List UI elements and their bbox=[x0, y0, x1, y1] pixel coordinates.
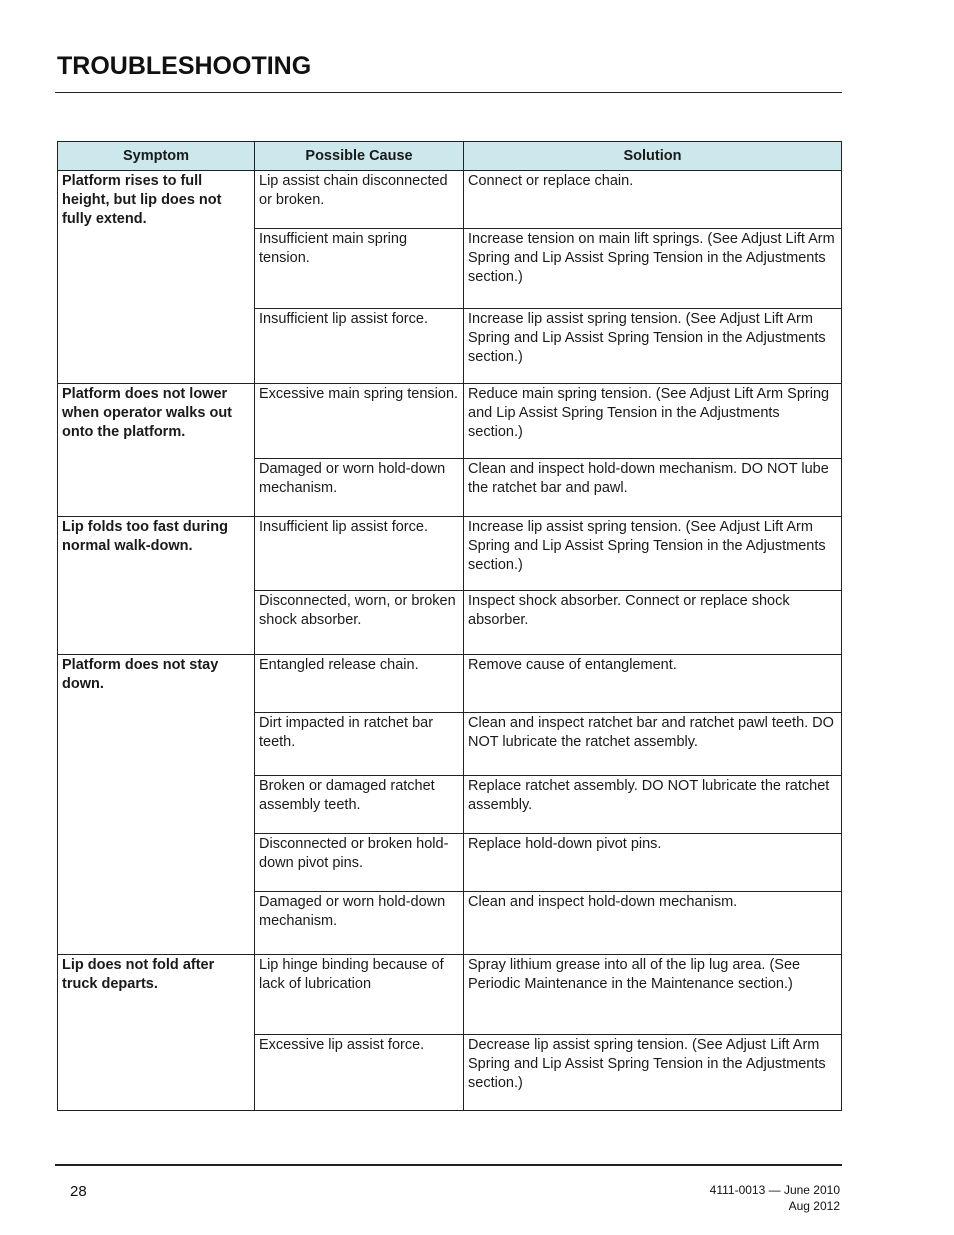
footer-divider bbox=[55, 1164, 842, 1166]
solution-cell: Clean and inspect hold-down mechanism. bbox=[464, 892, 842, 955]
cause-cell: Disconnected, worn, or broken shock absorber. bbox=[255, 591, 464, 655]
cause-cell: Disconnected or broken hold-down pivot pins. bbox=[255, 834, 464, 892]
solution-cell: Clean and inspect hold-down mechanism. DO NOT lube the ratchet bar and pawl. bbox=[464, 459, 842, 517]
symptom-cell: Platform does not lower when operator walks out onto the platform. bbox=[58, 384, 255, 517]
table-row bbox=[58, 517, 842, 591]
table-row bbox=[58, 171, 842, 229]
cause-cell: Damaged or worn hold-down mechanism. bbox=[255, 892, 464, 955]
table-row bbox=[58, 655, 842, 713]
solution-cell: Remove cause of entanglement. bbox=[464, 655, 842, 713]
table-row bbox=[58, 384, 842, 459]
cause-cell: Insufficient lip assist force. bbox=[255, 309, 464, 384]
header-solution: Solution bbox=[464, 142, 842, 171]
cause-cell: Excessive lip assist force. bbox=[255, 1035, 464, 1111]
solution-cell: Replace ratchet assembly. DO NOT lubricate the ratchet assembly. bbox=[464, 776, 842, 834]
troubleshooting-table bbox=[57, 141, 842, 1111]
cause-cell: Damaged or worn hold-down mechanism. bbox=[255, 459, 464, 517]
cause-cell: Insufficient main spring tension. bbox=[255, 229, 464, 309]
cause-cell: Excessive main spring tension. bbox=[255, 384, 464, 459]
cause-cell: Lip hinge binding because of lack of lubrication bbox=[255, 955, 464, 1035]
table-header-row bbox=[58, 142, 842, 171]
solution-cell: Increase lip assist spring tension. (See Adjust Lift Arm Spring and Lip Assist Spring Tension in the Adjustments section.) bbox=[464, 309, 842, 384]
header-possible-cause: Possible Cause bbox=[255, 142, 464, 171]
solution-cell: Replace hold-down pivot pins. bbox=[464, 834, 842, 892]
solution-cell: Increase lip assist spring tension. (See Adjust Lift Arm Spring and Lip Assist Spring Tension in the Adjustments section.) bbox=[464, 517, 842, 591]
solution-cell: Clean and inspect ratchet bar and ratchet pawl teeth. DO NOT lubricate the ratchet assembly. bbox=[464, 713, 842, 776]
solution-cell: Inspect shock absorber. Connect or replace shock absorber. bbox=[464, 591, 842, 655]
solution-cell: Connect or replace chain. bbox=[464, 171, 842, 229]
header-divider bbox=[55, 92, 842, 93]
cause-cell: Insufficient lip assist force. bbox=[255, 517, 464, 591]
header-symptom: Symptom bbox=[58, 142, 255, 171]
solution-cell: Reduce main spring tension. (See Adjust Lift Arm Spring and Lip Assist Spring Tension in the Adjustments section.) bbox=[464, 384, 842, 459]
doc-number-date: 4111-0013 — June 2010 bbox=[709, 1183, 840, 1197]
symptom-cell: Platform rises to full height, but lip does not fully extend. bbox=[58, 171, 255, 384]
doc-revision-date: Aug 2012 bbox=[788, 1199, 840, 1213]
solution-cell: Increase tension on main lift springs. (See Adjust Lift Arm Spring and Lip Assist Spring Tension in the Adjustments section.) bbox=[464, 229, 842, 309]
cause-cell: Entangled release chain. bbox=[255, 655, 464, 713]
cause-cell: Dirt impacted in ratchet bar teeth. bbox=[255, 713, 464, 776]
symptom-cell: Lip folds too fast during normal walk-down. bbox=[58, 517, 255, 655]
symptom-cell: Lip does not fold after truck departs. bbox=[58, 955, 255, 1111]
document-identifier bbox=[710, 1182, 840, 1214]
table-row bbox=[58, 955, 842, 1035]
symptom-cell: Platform does not stay down. bbox=[58, 655, 255, 955]
cause-cell: Broken or damaged ratchet assembly teeth. bbox=[255, 776, 464, 834]
page-title: TROUBLESHOOTING bbox=[57, 52, 312, 80]
solution-cell: Spray lithium grease into all of the lip lug area. (See Periodic Maintenance in the Maintenance section.) bbox=[464, 955, 842, 1035]
page-number: 28 bbox=[70, 1183, 87, 1200]
solution-cell: Decrease lip assist spring tension. (See Adjust Lift Arm Spring and Lip Assist Spring Tension in the Adjustments section.) bbox=[464, 1035, 842, 1111]
cause-cell: Lip assist chain disconnected or broken. bbox=[255, 171, 464, 229]
